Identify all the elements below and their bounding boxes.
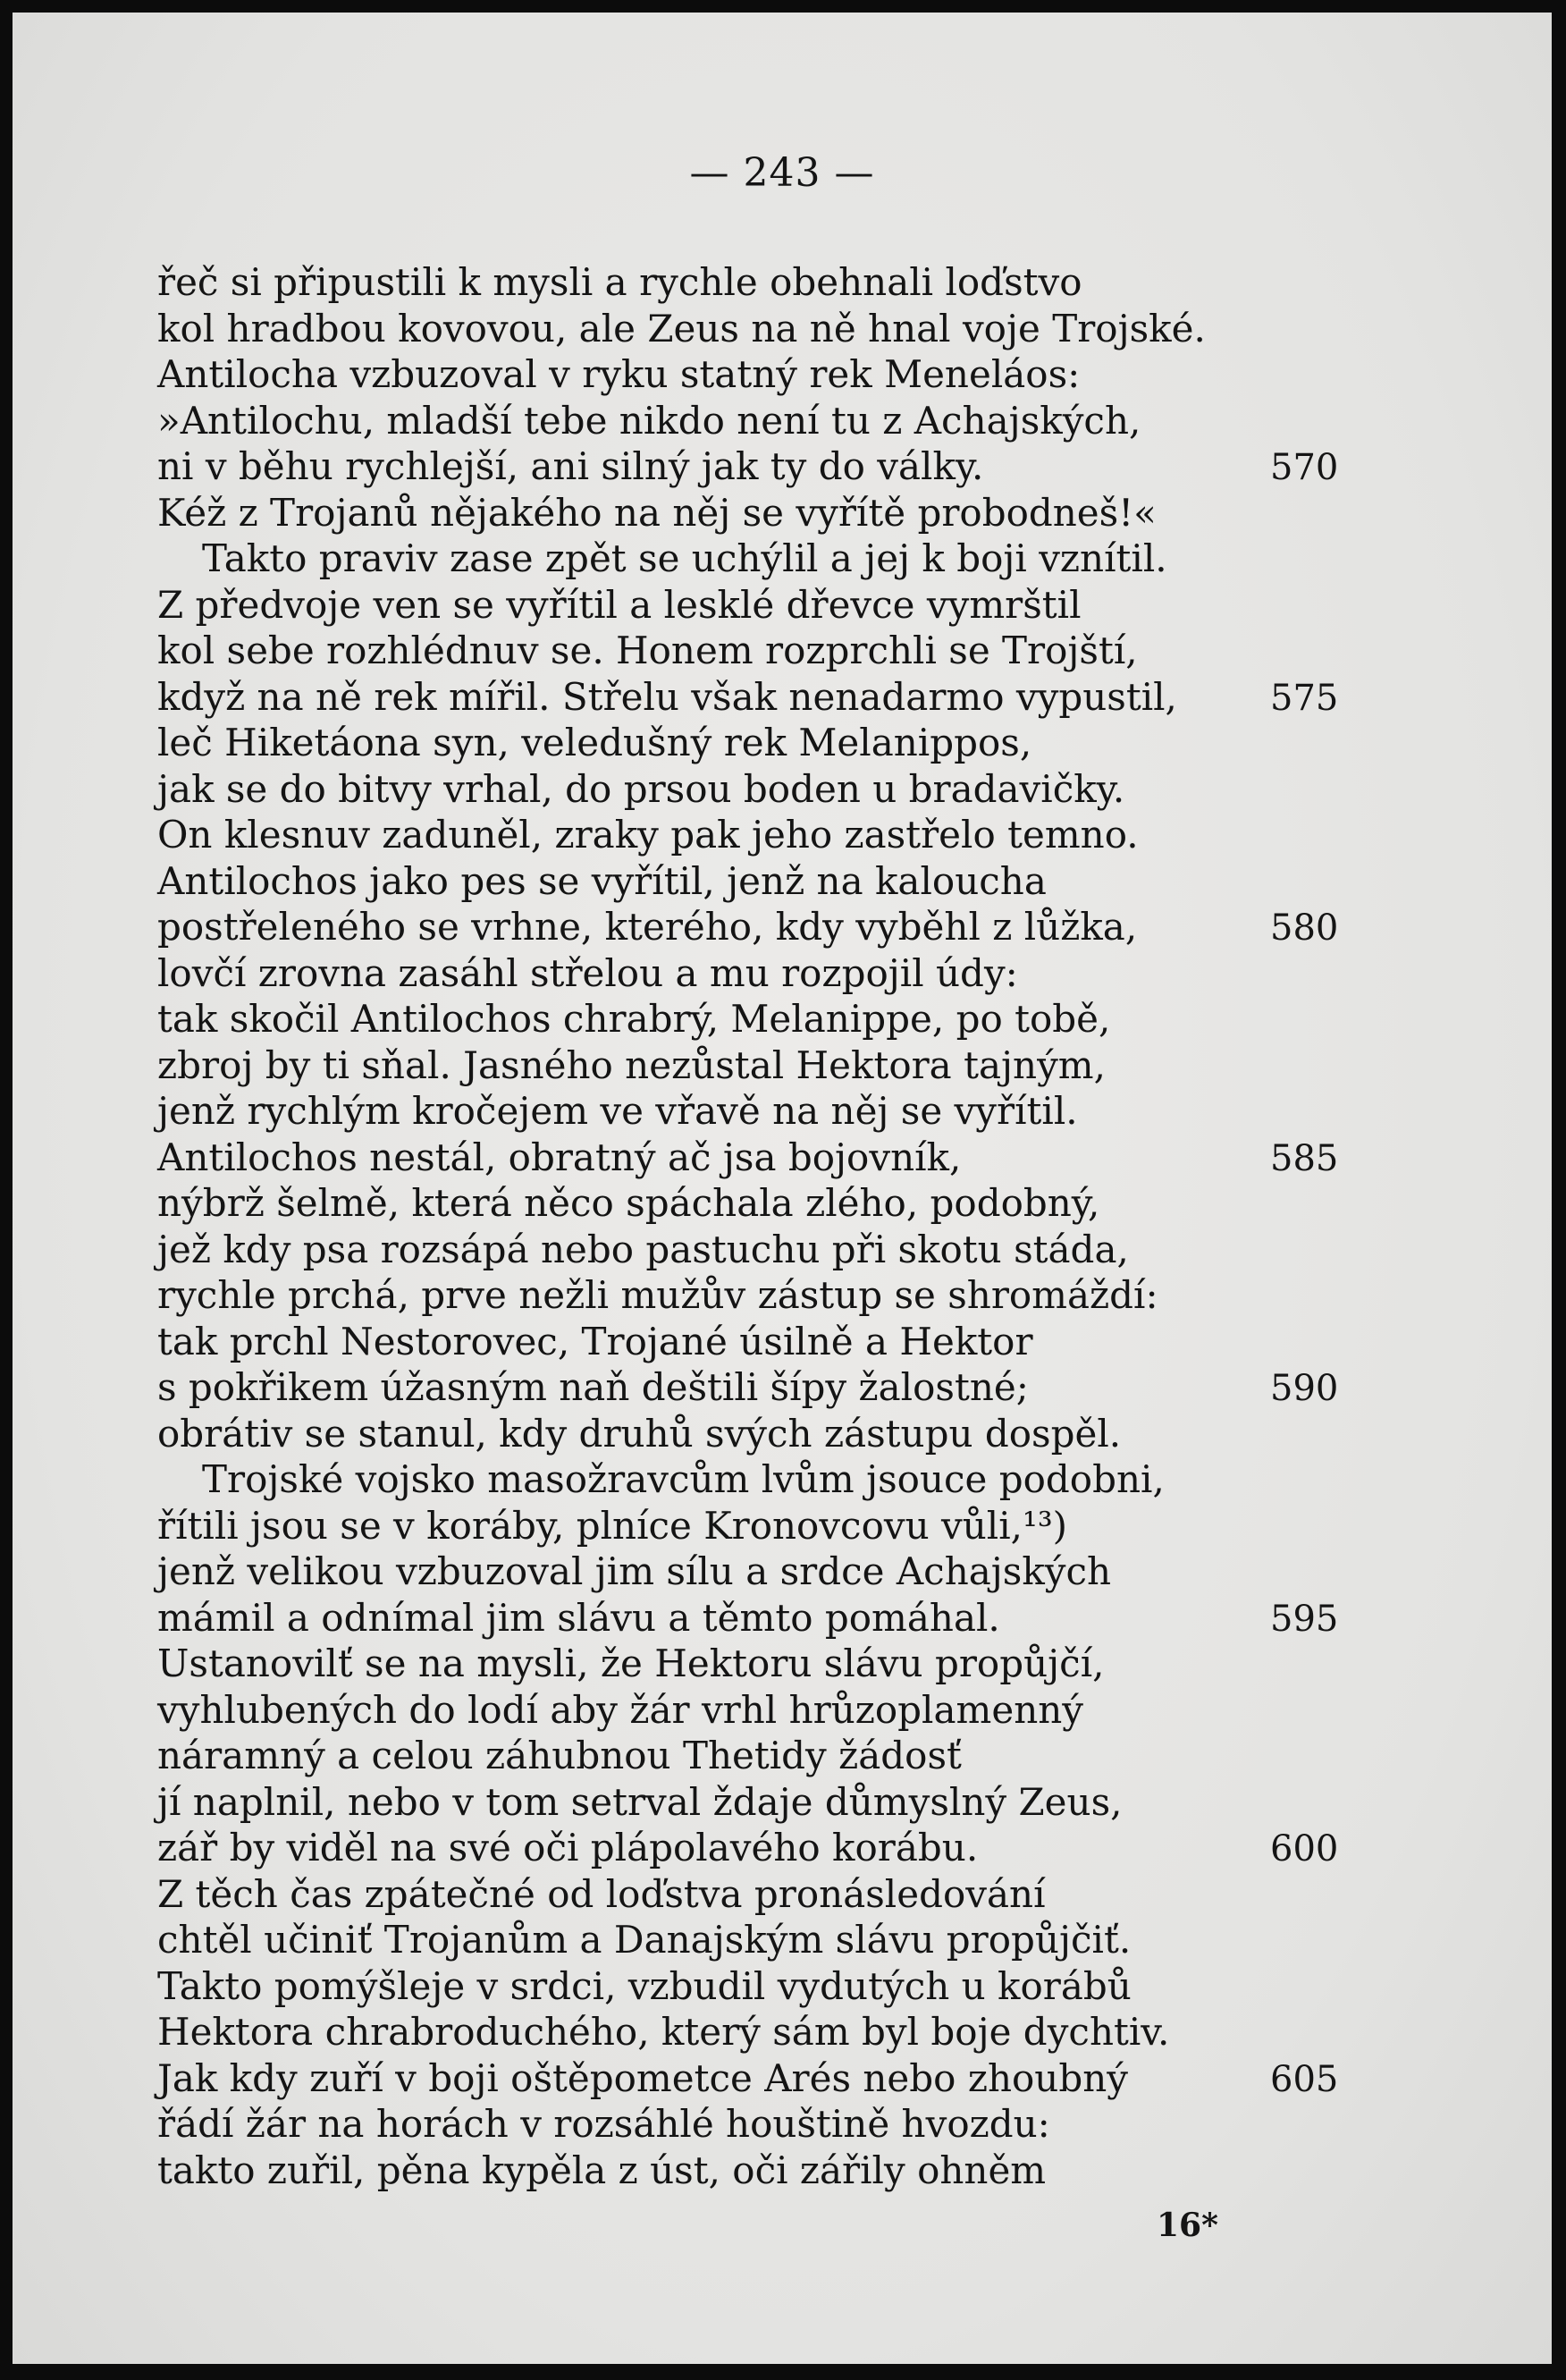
verse-text: postřeleného se vrhne, kterého, kdy vyběhl z lůžka, xyxy=(157,905,1138,949)
verse-text: řeč si připustili k mysli a rychle obehnali loďstvo xyxy=(157,260,1082,304)
verse-line xyxy=(157,1825,1427,1871)
verse-text: Takto praviv zase zpět se uchýlil a jej k boji vznítil. xyxy=(202,536,1167,580)
verse-text: jenž rychlým kročejem ve vřavě na něj se vyřítil. xyxy=(157,1089,1078,1133)
verse-line xyxy=(157,950,1427,997)
verse-line xyxy=(157,2101,1427,2148)
verse-text: Kéž z Trojanů nějakého na něj se vyřítě probodneš!« xyxy=(157,490,1157,535)
verse-text: jež kdy psa rozsápá nebo pastuchu při skotu stáda, xyxy=(157,1227,1129,1271)
verse-text: Ustanovilť se na mysli, že Hektoru slávu propůjčí, xyxy=(157,1642,1105,1685)
verse-text: jak se do bitvy vrhal, do prsou boden u bradavičky. xyxy=(157,766,1125,811)
verse-text: ni v běhu rychlejší, ani silný jak ty do války. xyxy=(157,444,984,488)
verse-line xyxy=(157,351,1427,398)
verse-line xyxy=(157,2055,1427,2102)
verse-line xyxy=(157,1549,1427,1595)
verse-text: Antilochos jako pes se vyřítil, jenž na kaloucha xyxy=(157,858,1047,903)
verse-line xyxy=(157,904,1427,950)
verse-text: Jak kdy zuří v boji oštěpometce Arés nebo zhoubný xyxy=(157,2055,1128,2100)
verse-line xyxy=(157,812,1427,858)
verse-line xyxy=(157,1272,1427,1319)
verse-text: jenž velikou vzbuzoval jim sílu a srdce Achajských xyxy=(157,1549,1112,1593)
verse-text: takto zuřil, pěna kypěla z úst, oči zářily ohněm xyxy=(157,2148,1047,2192)
verse-text: Antilochos nestál, obratný ač jsa bojovník, xyxy=(157,1135,962,1179)
verse-line-number: 585 xyxy=(1270,1137,1339,1179)
verse-text: řítili jsou se v koráby, plníce Kronovcovu vůli,¹³) xyxy=(157,1503,1068,1548)
verse-line-number: 605 xyxy=(1270,2058,1339,2100)
verse-text: vyhlubených do lodí aby žár vrhl hrůzoplamenný xyxy=(157,1687,1084,1732)
verse-line xyxy=(157,1503,1427,1549)
verse-line xyxy=(157,1456,1427,1503)
verse-line xyxy=(157,306,1427,352)
verse-text: obrátiv se stanul, kdy druhů svých zástupu dospěl. xyxy=(157,1411,1122,1456)
verse-text: lovčí zrovna zasáhl střelou a mu rozpojil údy: xyxy=(157,950,1018,995)
verse-line xyxy=(157,674,1427,721)
verse-line-number: 580 xyxy=(1270,907,1339,949)
verse-text: Antilocha vzbuzoval v ryku statný rek Meneláos: xyxy=(157,352,1081,396)
verse-text: leč Hiketáona syn, veledušný rek Melanippos, xyxy=(157,721,1032,764)
verse-text: Z předvoje ven se vyřítil a lesklé dřevce vymrštil xyxy=(157,582,1082,627)
verse-line xyxy=(157,1088,1427,1135)
verse-text: chtěl učiniť Trojanům a Danajským slávu propůjčiť. xyxy=(157,1918,1132,1962)
verse-text: kol hradbou kovovou, ale Zeus na ně hnal voje Trojské. xyxy=(157,306,1206,350)
verse-text: s pokřikem úžasným naň deštili šípy žalostné; xyxy=(157,1365,1029,1409)
verse-line xyxy=(157,1733,1427,1779)
verse-line xyxy=(157,996,1427,1042)
verse-text: náramný a celou záhubnou Thetidy žádosť xyxy=(157,1734,962,1777)
verse-text: zbroj by ti sňal. Jasného nezůstal Hektora tajným, xyxy=(157,1042,1106,1087)
verse-text: jí naplnil, nebo v tom setrval ždaje důmyslný Zeus, xyxy=(157,1779,1123,1824)
verse-line xyxy=(157,720,1427,766)
verse-text: když na ně rek mířil. Střelu však nenadarmo vypustil, xyxy=(157,674,1177,719)
verse-line-number: 595 xyxy=(1270,1598,1339,1640)
verse-block xyxy=(157,259,1427,2193)
verse-line xyxy=(157,1963,1427,2010)
verse-text: mámil a odnímal jim slávu a těmto pomáhal. xyxy=(157,1595,1000,1640)
verse-line-number: 570 xyxy=(1270,447,1339,488)
verse-line xyxy=(157,1042,1427,1089)
verse-line xyxy=(157,582,1427,629)
verse-line xyxy=(157,1135,1427,1181)
verse-line xyxy=(157,1180,1427,1227)
verse-line xyxy=(157,1871,1427,1918)
verse-line xyxy=(157,766,1427,813)
verse-text: tak skočil Antilochos chrabrý, Melanippe, po tobě, xyxy=(157,997,1111,1041)
verse-line xyxy=(157,1411,1427,1457)
verse-line xyxy=(157,1641,1427,1687)
verse-line xyxy=(157,1779,1427,1826)
verse-text: Takto pomýšleje v srdci, vzbudil vydutých u korábů xyxy=(157,1963,1132,2008)
verse-line-number: 590 xyxy=(1270,1368,1339,1409)
verse-line xyxy=(157,490,1427,536)
verse-line xyxy=(157,1687,1427,1734)
book-page xyxy=(13,13,1552,2364)
verse-line xyxy=(157,443,1427,490)
verse-line xyxy=(157,1364,1427,1411)
verse-line xyxy=(157,259,1427,306)
verse-line-number: 600 xyxy=(1270,1828,1339,1869)
verse-text: rychle prchá, prve nežli mužův zástup se shromáždí: xyxy=(157,1273,1158,1317)
verse-text: kol sebe rozhlédnuv se. Honem rozprchli se Trojští, xyxy=(157,629,1138,672)
verse-line xyxy=(157,1227,1427,1273)
printer-signature-mark: 16* xyxy=(1157,2207,1218,2244)
verse-line xyxy=(157,1595,1427,1642)
verse-text: Z těch čas zpátečné od loďstva pronásledování xyxy=(157,1871,1046,1916)
verse-line xyxy=(157,398,1427,444)
verse-line xyxy=(157,536,1427,582)
verse-line xyxy=(157,1917,1427,1963)
verse-text: zář by viděl na své oči plápolavého korábu. xyxy=(157,1826,979,1869)
verse-text: Hektora chrabroduchého, který sám byl boje dychtiv. xyxy=(157,2010,1170,2054)
verse-line xyxy=(157,628,1427,674)
verse-text: tak prchl Nestorovec, Trojané úsilně a Hektor xyxy=(157,1319,1033,1363)
verse-line xyxy=(157,2148,1427,2194)
verse-line xyxy=(157,858,1427,905)
verse-text: »Antilochu, mladší tebe nikdo není tu z Achajských, xyxy=(157,398,1141,443)
verse-line xyxy=(157,2009,1427,2055)
verse-text: Trojské vojsko masožravcům lvům jsouce podobni, xyxy=(202,1457,1165,1501)
verse-text: řádí žár na horách v rozsáhlé houštině hvozdu: xyxy=(157,2102,1050,2146)
page-number: — 243 — xyxy=(689,150,875,196)
verse-text: nýbrž šelmě, která něco spáchala zlého, podobný, xyxy=(157,1181,1100,1225)
verse-text: On klesnuv zaduněl, zraky pak jeho zastřelo temno. xyxy=(157,813,1139,857)
verse-line-number: 575 xyxy=(1270,677,1339,719)
verse-line xyxy=(157,1319,1427,1365)
